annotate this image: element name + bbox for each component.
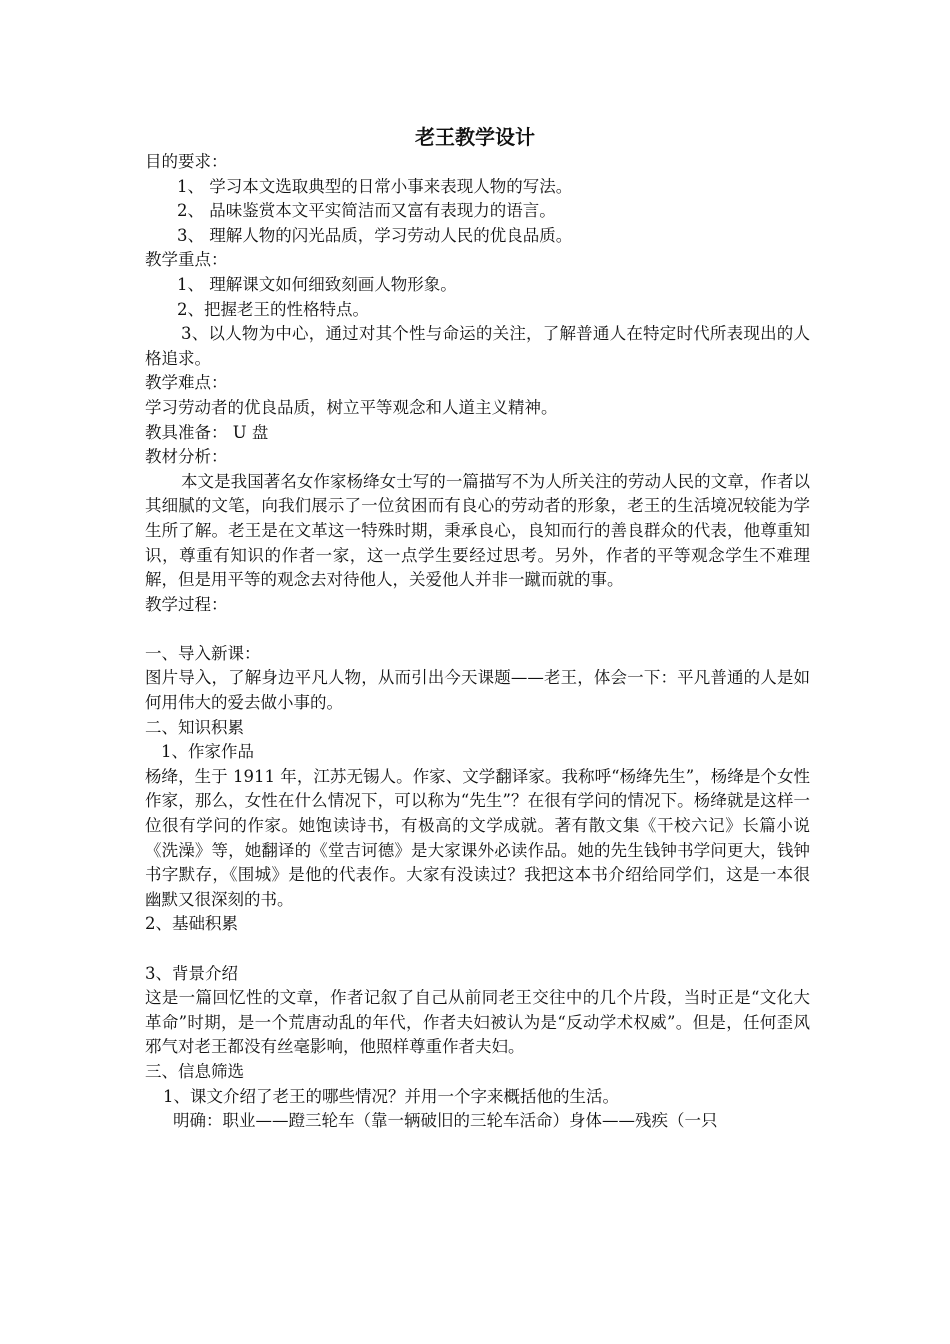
goals-heading: 目的要求：	[145, 152, 228, 171]
section-1-heading: 一、导入新课：	[145, 643, 261, 663]
blank-line	[145, 937, 810, 962]
blank-line	[145, 617, 810, 642]
document-body	[145, 150, 810, 1134]
subsection-heading: 1、作家作品	[161, 742, 254, 762]
goal-item: 3、 理解人物的闪光品质，学习劳动人民的优良品质。	[177, 225, 573, 245]
difficulties-heading: 教学难点：	[145, 373, 228, 393]
key-point-item: 2、把握老王的性格特点。	[177, 299, 369, 319]
subsection-heading: 3、背景介绍	[145, 963, 238, 983]
difficulties-text: 学习劳动者的优良品质，树立平等观念和人道主义精神。	[145, 397, 558, 417]
subsection-heading: 2、基础积累	[145, 914, 238, 934]
analysis-paragraph: 本文是我国著名女作家杨绛女士写的一篇描写不为人所关注的劳动人民的文章，作者以其细腻的文笔，向我们展示了一位贫困而有良心的劳动者的形象，老王的生活境况较能为学生所了解。老王是在文革这一特殊时期，秉承良心，良知而行的善良群众的代表，他尊重知识，尊重有知识的作者一家，这一点学生要经过思考。另外，作者的平等观念学生不难理解，但是用平等的观念去对待他人，关爱他人并非一蹴而就的事。	[145, 471, 810, 590]
analysis-heading: 教材分析：	[145, 447, 228, 467]
answer-line: 明确：职业——蹬三轮车（靠一辆破旧的三轮车活命）身体——残疾（一只	[173, 1111, 718, 1131]
section-2-heading: 二、知识积累	[145, 717, 244, 737]
page-title: 老王教学设计	[415, 125, 535, 149]
key-point-item: 3、以人物为中心，通过对其个性与命运的关注，了解普通人在特定时代所表现出的人格追求。	[145, 324, 810, 368]
author-paragraph: 杨绛，生于 1911 年，江苏无锡人。作家、文学翻译家。我称呼“杨绛先生”，杨绛是个女性作家，那么，女性在什么情况下，可以称为“先生”？在很有学问的情况下。杨绛就是这样一位很有学问的作家。她饱读诗书，有极高的文学成就。著有散文集《干校六记》长篇小说《洗澡》等，她翻译的《堂吉诃德》是大家课外必读作品。她的先生钱钟书学问更大，钱钟书字默存，《围城》是他的代表作。大家有没读过？我把这本书介绍给同学们，这是一本很幽默又很深刻的书。	[145, 766, 810, 909]
process-heading: 教学过程：	[145, 594, 228, 614]
key-points-heading: 教学重点：	[145, 250, 228, 270]
key-point-item: 1、 理解课文如何细致刻画人物形象。	[177, 274, 457, 294]
section-1-paragraph: 图片导入，了解身边平凡人物，从而引出今天课题——老王，体会一下：平凡普通的人是如何用伟大的爱去做小事的。	[145, 668, 810, 713]
section-3-heading: 三、信息筛选	[145, 1061, 244, 1081]
question-item: 1、课文介绍了老王的哪些情况？并用一个字来概括他的生活。	[163, 1086, 619, 1106]
goal-item: 1、 学习本文选取典型的日常小事来表现人物的写法。	[177, 176, 573, 196]
goal-item: 2、 品味鉴赏本文平实简洁而又富有表现力的语言。	[177, 201, 556, 221]
background-paragraph: 这是一篇回忆性的文章，作者记叙了自己从前同老王交往中的几个片段，当时正是“文化大革命”时期，是一个荒唐动乱的年代，作者夫妇被认为是“反动学术权威”。但是，任何歪风邪气对老王都没有丝毫影响，他照样尊重作者夫妇。	[145, 988, 810, 1057]
tools-line: 教具准备： U 盘	[145, 422, 269, 442]
